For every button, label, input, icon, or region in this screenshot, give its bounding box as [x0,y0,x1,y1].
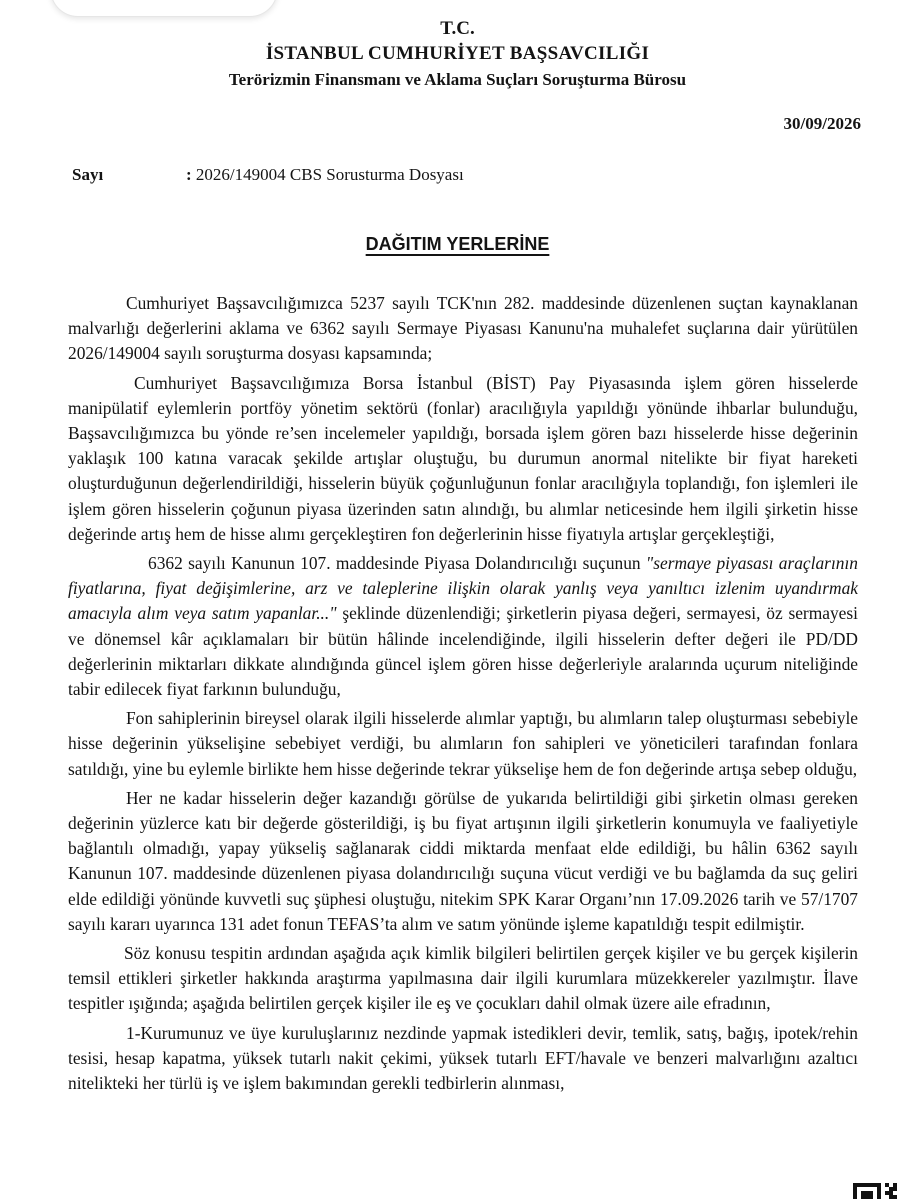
sayi-colon: : [186,165,192,184]
title-text: DAĞITIM YERLERİNE [365,234,550,254]
document-title [0,234,915,255]
paragraph-3-end: şeklinde düzenlendiği; şirketlerin piyasa değeri, sermayesi, öz sermayesi ve dönemsel kâr açıklamaları bir bütün hâlinde incelendiğinde, ilgili hisselerin defter değeri ile PD/DD değerlerinin miktarları dikkate alındığında güncel işlem gören hisse değerleriyle aralarında uçurum niteliğinde tabir edilecek fiyat farkının bulunduğu, [68,603,858,700]
sayi-value-row [186,165,464,185]
top-card-edge [50,0,278,17]
header-office: İSTANBUL CUMHURİYET BAŞSAVCILIĞI [265,43,650,64]
sayi-label: Sayı [72,165,104,184]
sayi-value: 2026/149004 CBS Sorusturma Dosyası [195,165,464,184]
paragraph-3-start: 6362 sayılı Kanunun 107. maddesinde Piyasa Dolandırıcılığı suçunun [148,553,646,574]
header-bureau: Terörizmin Finansmanı ve Aklama Suçları Soruşturma Bürosu [228,70,687,89]
law-quote: "sermaye piyasası araçlarının fiyatlarına, fiyat değişimlerine, arz ve taleplerine ilişkin olarak yanlış veya yanıltıcı izlenim uyandırmak amacıyla alım veya satım yapanlar..." [68,553,858,624]
paragraph-6: Söz konusu tespitin ardından aşağıda açık kimlik bilgileri belirtilen gerçek kişiler ve bu gerçek kişilerin temsil ettikleri şirketler hakkında araştırma yapılmasına dair ilgili kurumlara müzekkereler yazılmıştır. İlave tespitler ışığında; aşağıda belirtilen gerçek kişiler ile eş ve çocukları dahil olmak üzere aile efradının, [68,943,858,1014]
paragraph-4: Fon sahiplerinin bireysel olarak ilgili hisselerde alımlar yaptığı, bu alımların talep oluşturması sebebiyle hisse değerinin yükselişine sebebiyet verdiği, bu alımların fon sahipleri ve yöneticileri tarafından fonlara satıldığı, yine bu eylemle birlikte hem hisse değerinde tekrar yükselişe hem de fon değerinde artışa sebep olduğu, [68,708,858,779]
letterhead [0,17,915,93]
header-tc: T.C. [440,18,475,39]
paragraph-3 [68,551,858,702]
document-date: 30/09/2026 [783,114,861,133]
paragraph-2: Cumhuriyet Başsavcılığımıza Borsa İstanbul (BİST) Pay Piyasasında işlem gören hisselerde manipülatif eylemlerin portföy yönetim sektörü (fonlar) aracılığıyla yapıldığı yönünde ihbarlar bulunduğu, Başsavcılığımızca bu yönde re’sen incelemeler yapıldığı, borsada işlem gören bazı hisselerde hisse değerinin yaklaşık 100 katına varacak şekilde artışlar oluştuğu, bu durumun anormal nitelikte bir fiyat hareketi oluşturduğunun değerlendirildiği, hisselerin büyük çoğunluğunun fonlar aracılığıyla toplandığı, fon işlemleri ile işlem gören hisselerin çoğunun piyasa üzerinden satın alındığı, bu alımlar neticesinde hem ilgili şirketin hisse değerinde artış hem de hisse alımı gerçekleştiren fon değerlerinin hisse fiyatıyla artışlar gerçekleştiği, [68,372,858,544]
paragraph-7: 1-Kurumunuz ve üye kuruluşlarınız nezdinde yapmak istedikleri devir, temlik, satış, bağış, ipotek/rehin tesisi, hesap kapatma, yüksek tutarlı nakit çekimi, yüksek tutarlı EFT/havale ve benzeri malvarlığını azaltıcı nitelikteki her türlü iş ve işlem bakımından gerekli tedbirlerin alınması, [68,1022,858,1094]
document-body [68,291,858,1100]
qr-code-icon [853,1183,897,1200]
paragraph-5: Her ne kadar hisselerin değer kazandığı görülse de yukarıda belirtildiği gibi şirketin olması gereken değerinin yüzlerce katı bir değerde gösterildiği, iş bu fiyat artışının ilgili şirketlerin konumuyla ve faaliyetiyle bağlantılı olmadığı, yapay yükseliş sağlanarak ciddi miktarda menfaat elde edildiği, bu hâlin 6362 sayılı Kanunun 107. maddesinde düzenlenen piyasa dolandırıcılığı suçuna vücut verdiği ve bu bağlamda da suç geliri elde edildiği yönünde kuvvetli suç şüphesi oluştuğu, nitekim SPK Karar Organı’nın 17.09.2026 tarih ve 57/1707 sayılı kararı uyarınca 131 adet fonun TEFAS’ta alım ve satım yönünde işleme kapatıldığı tespit edilmiştir. [68,787,858,934]
paragraph-1: Cumhuriyet Başsavcılığımızca 5237 sayılı TCK'nın 282. maddesinde düzenlenen suçtan kaynaklanan malvarlığı değerlerini aklama ve 6362 sayılı Sermaye Piyasası Kanunu'na muhalefet suçlarına dair yürütülen 2026/149004 sayılı soruşturma dosyası kapsamında; [68,293,858,364]
